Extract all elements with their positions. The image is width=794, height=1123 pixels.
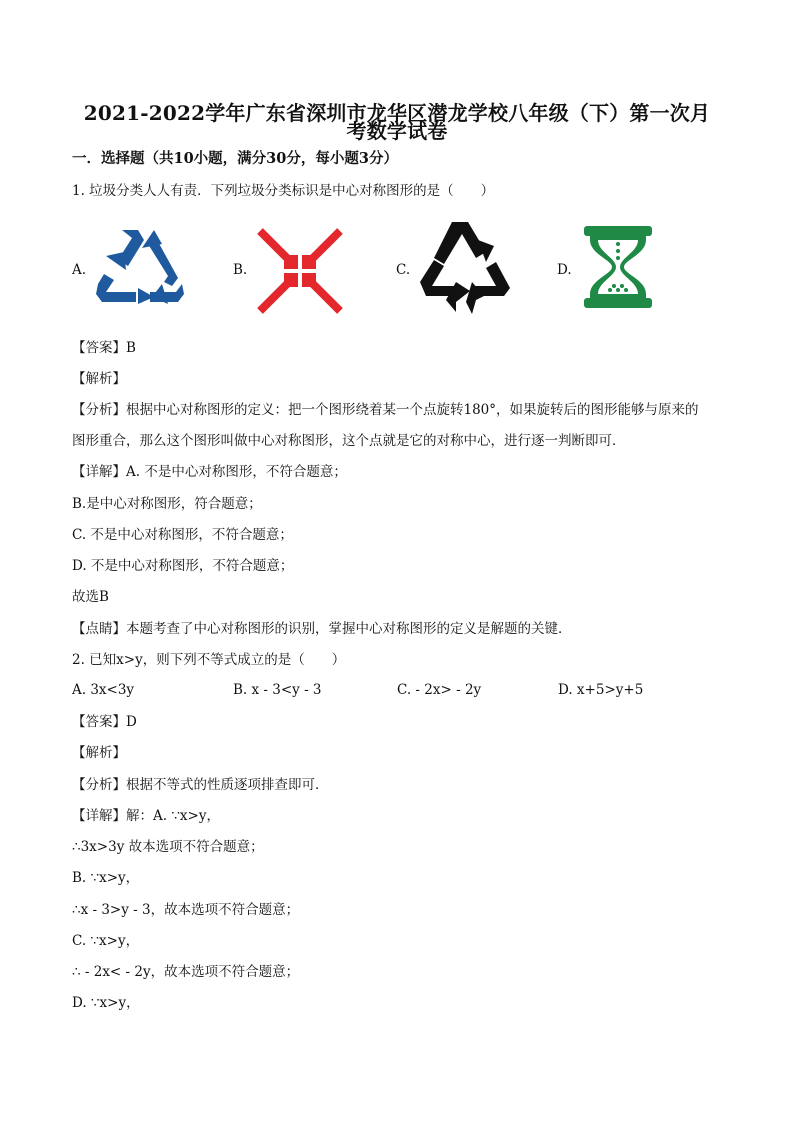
q1-choose: 故选B [72,589,109,605]
q2-detail-3: B. ∵x>y， [72,870,140,886]
title-line-2: 考数学试卷 [346,119,448,143]
q2-answer: 【答案】D [72,714,137,730]
q2-choice-c: C. - 2x> - 2y [397,682,482,698]
q2-detail-1: 【详解】解：A. ∵x>y， [72,808,220,824]
hourglass-green-icon [580,224,656,310]
q2-choice-a: A. 3x<3y [72,682,135,698]
q2-choice-d: D. x+5>y+5 [558,682,644,698]
q2-analysis-title: 【解析】 [72,745,126,761]
q2-detail-7: D. ∵x>y， [72,995,140,1011]
four-arrows-inward-red-icon [254,225,346,317]
title-line-1: 2021-2022学年广东省深圳市龙华区潜龙学校八年级（下）第一次月 [83,101,711,125]
q1-answer: 【答案】B [72,340,136,356]
q1-detail-c: C. 不是中心对称图形，不符合题意； [72,527,293,543]
q2-stem: 2. 已知x>y，则下列不等式成立的是（ ） [72,652,346,668]
q1-detail-a: 【详解】A. 不是中心对称图形，不符合题意； [72,464,347,480]
q2-analysis: 【分析】根据不等式的性质逐项排查即可． [72,777,329,793]
q1-comment: 【点睛】本题考查了中心对称图形的识别，掌握中心对称图形的定义是解题的关键． [72,621,572,637]
q1-option-c-label: C. [396,262,411,278]
q1-option-b-label: B. [233,262,248,278]
q1-detail-b: B.是中心对称图形，符合题意； [72,496,262,512]
q1-detail-d: D. 不是中心对称图形，不符合题意； [72,558,294,574]
section-heading: 一．选择题（共10小题，满分30分，每小题3分） [72,150,398,167]
q2-detail-6: ∴ - 2x< - 2y，故本选项不符合题意； [72,964,300,980]
q1-option-d-label: D. [557,262,572,278]
q1-option-a-label: A. [72,262,87,278]
recycle-arrows-black-icon [416,216,512,320]
recycle-arrows-blue-icon [92,222,188,308]
q1-analysis-title: 【解析】 [72,371,126,387]
q1-analysis-line-2: 图形重合，那么这个图形叫做中心对称图形，这个点就是它的对称中心，进行逐一判断即可． [72,433,626,449]
q2-detail-5: C. ∵x>y， [72,933,140,949]
q1-analysis-line-1: 【分析】根据中心对称图形的定义：把一个图形绕着某一个点旋转180°，如果旋转后的图形能够与原来的 [72,402,699,418]
q2-detail-2: ∴3x>3y 故本选项不符合题意； [72,839,264,855]
q2-choice-b: B. x - 3<y - 3 [233,682,322,698]
q2-detail-4: ∴x - 3>y - 3，故本选项不符合题意； [72,902,300,918]
q1-stem: 1. 垃圾分类人人有责．下列垃圾分类标识是中心对称图形的是（ ） [72,183,495,199]
